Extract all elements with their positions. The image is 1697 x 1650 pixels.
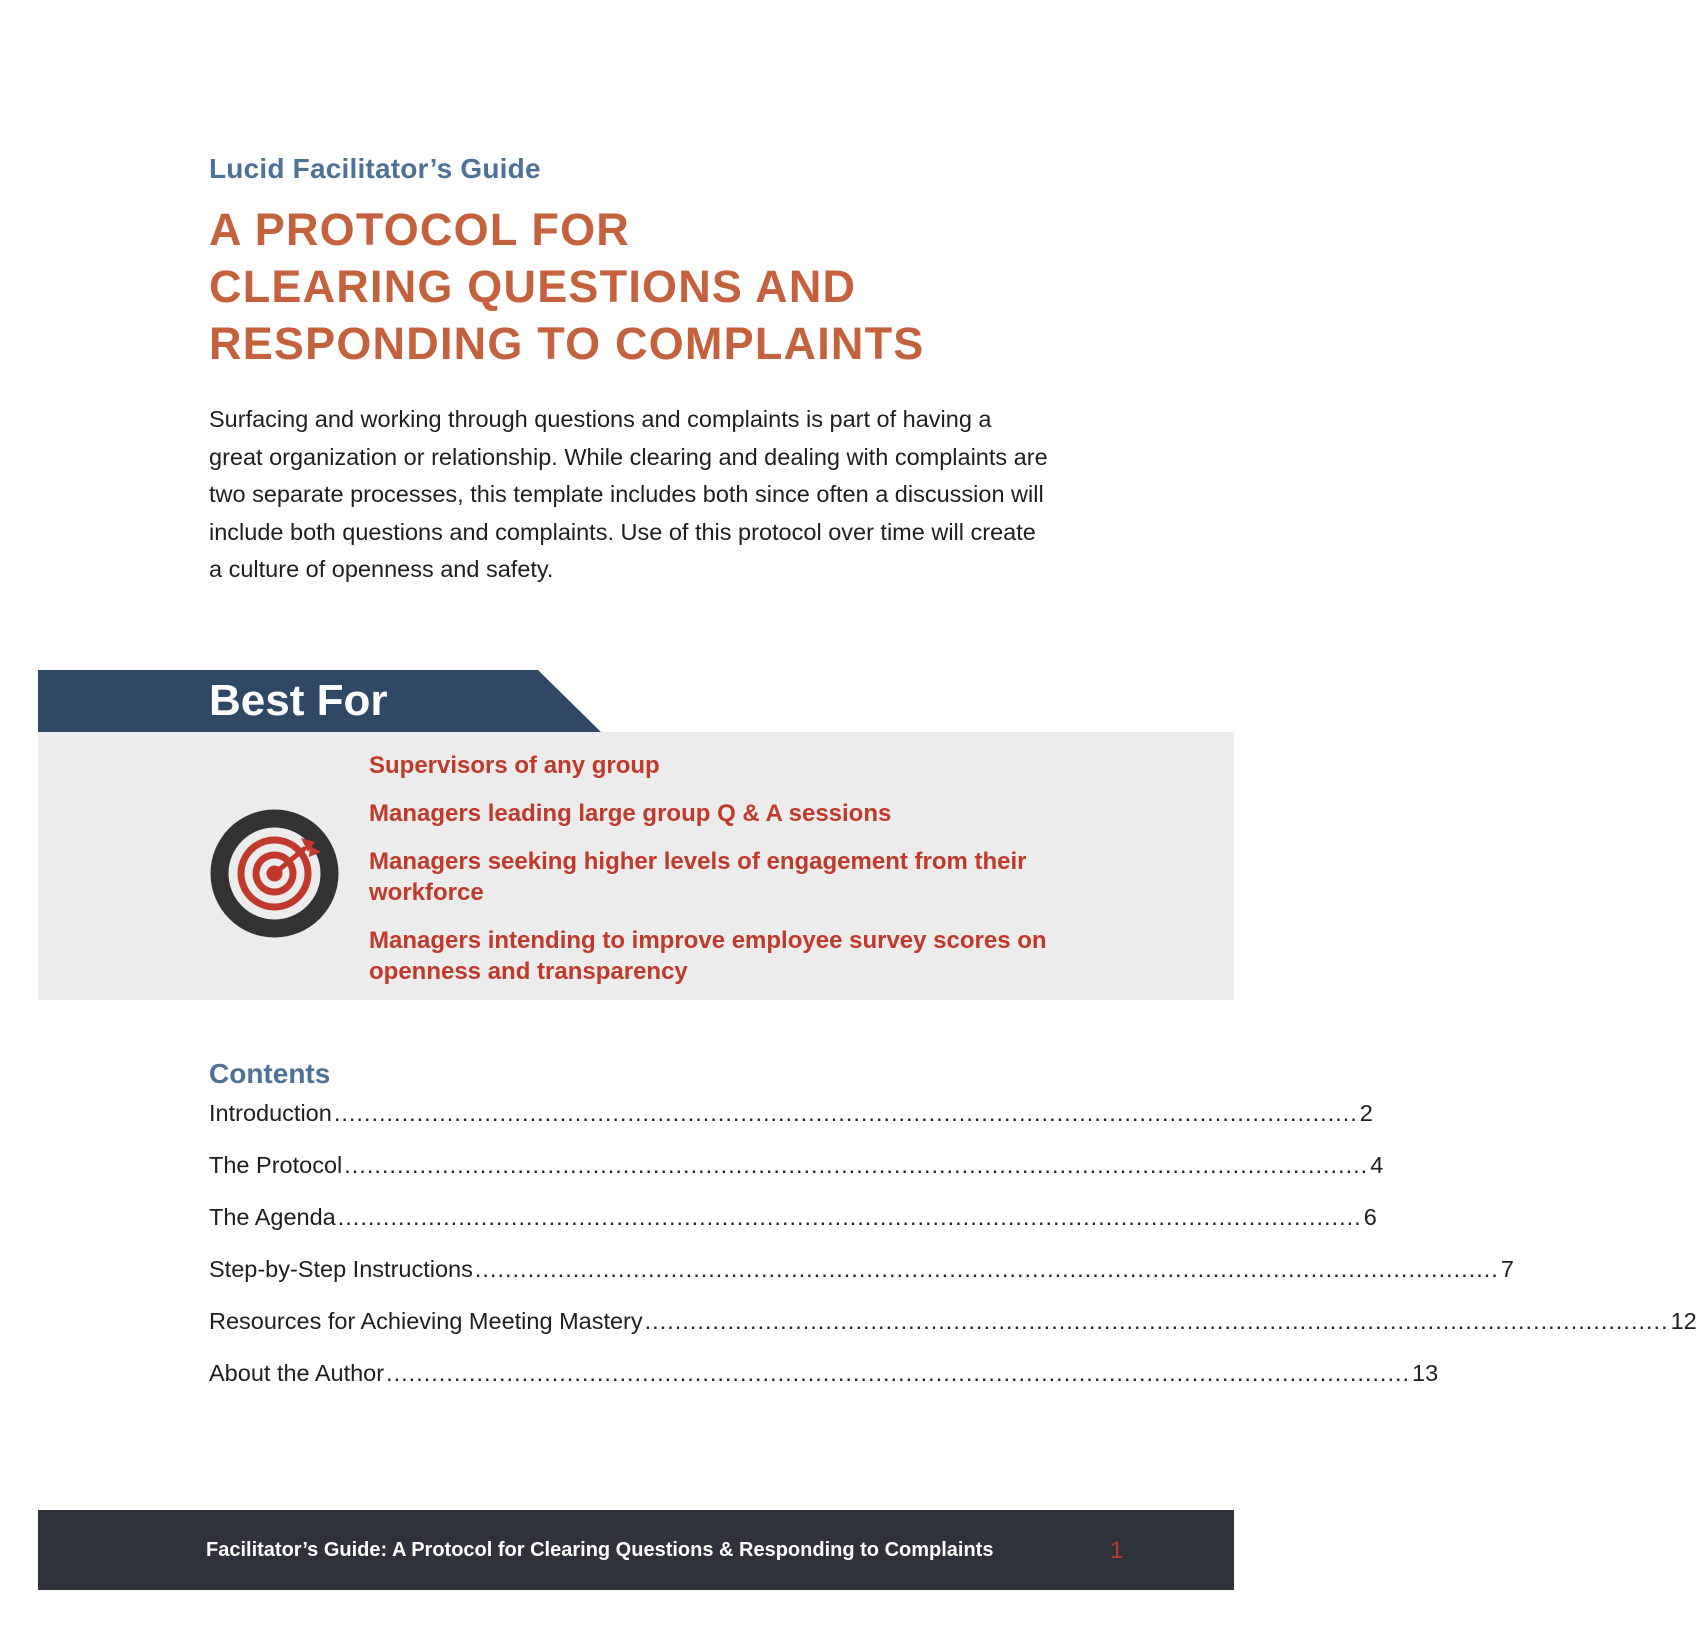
best-for-list bbox=[369, 750, 1069, 1004]
best-for-title: Best For bbox=[209, 676, 388, 725]
toc-entry-page: 13 bbox=[1412, 1360, 1439, 1386]
toc-entry-label: Step-by-Step Instructions bbox=[209, 1256, 473, 1282]
footer-title: Facilitator’s Guide: A Protocol for Clearing Questions & Responding to Complaints bbox=[206, 1539, 994, 1561]
page-footer bbox=[38, 1510, 1234, 1590]
title-line-2: CLEARING QUESTIONS AND bbox=[209, 261, 857, 312]
toc-entry-label: About the Author bbox=[209, 1360, 385, 1386]
title-line-1: A PROTOCOL FOR bbox=[209, 204, 630, 255]
toc-leader-dots: ........................................................................................................................................ bbox=[337, 1204, 1362, 1230]
toc-entry-page: 2 bbox=[1359, 1100, 1373, 1126]
toc-entry-page: 12 bbox=[1670, 1308, 1697, 1334]
list-item: Managers intending to improve employee survey scores on openness and transparency bbox=[369, 927, 1047, 985]
toc-entry[interactable] bbox=[209, 1254, 1514, 1306]
table-of-contents bbox=[209, 1098, 1697, 1410]
toc-entry[interactable] bbox=[209, 1098, 1373, 1150]
toc-entry-page: 6 bbox=[1363, 1204, 1377, 1230]
intro-paragraph: Surfacing and working through questions and complaints is part of having a great organization or relationship. While clearing and dealing with complaints are two separate processes, this template includes both since often a discussion will include both questions and complaints. Use of this protocol over time will create a culture of openness and safety. bbox=[209, 406, 1048, 582]
page-title bbox=[209, 201, 925, 372]
toc-leader-dots: ........................................................................................................................................ bbox=[386, 1360, 1411, 1386]
target-icon bbox=[209, 808, 340, 939]
toc-entry[interactable] bbox=[209, 1358, 1439, 1410]
title-line-3: RESPONDING TO COMPLAINTS bbox=[209, 318, 925, 369]
toc-entry-label: Introduction bbox=[209, 1100, 332, 1126]
toc-entry[interactable] bbox=[209, 1150, 1384, 1202]
toc-leader-dots: ........................................................................................................................................ bbox=[344, 1152, 1369, 1178]
list-item: Managers leading large group Q & A sessions bbox=[369, 800, 892, 827]
toc-entry-page: 4 bbox=[1370, 1152, 1384, 1178]
toc-leader-dots: ........................................................................................................................................ bbox=[333, 1100, 1358, 1126]
toc-entry-label: The Protocol bbox=[209, 1152, 343, 1178]
guide-subtitle: Lucid Facilitator’s Guide bbox=[209, 153, 541, 184]
toc-entry[interactable] bbox=[209, 1202, 1377, 1254]
toc-entry-label: Resources for Achieving Meeting Mastery bbox=[209, 1308, 643, 1334]
list-item: Supervisors of any group bbox=[369, 752, 660, 779]
toc-leader-dots: ........................................................................................................................................ bbox=[644, 1308, 1669, 1334]
list-item: Managers seeking higher levels of engagement from their workforce bbox=[369, 848, 1027, 906]
toc-entry[interactable] bbox=[209, 1306, 1697, 1358]
toc-leader-dots: ........................................................................................................................................ bbox=[474, 1256, 1499, 1282]
toc-entry-page: 7 bbox=[1500, 1256, 1514, 1282]
footer-page-number: 1 bbox=[1110, 1537, 1124, 1564]
contents-heading: Contents bbox=[209, 1058, 331, 1089]
toc-entry-label: The Agenda bbox=[209, 1204, 336, 1230]
